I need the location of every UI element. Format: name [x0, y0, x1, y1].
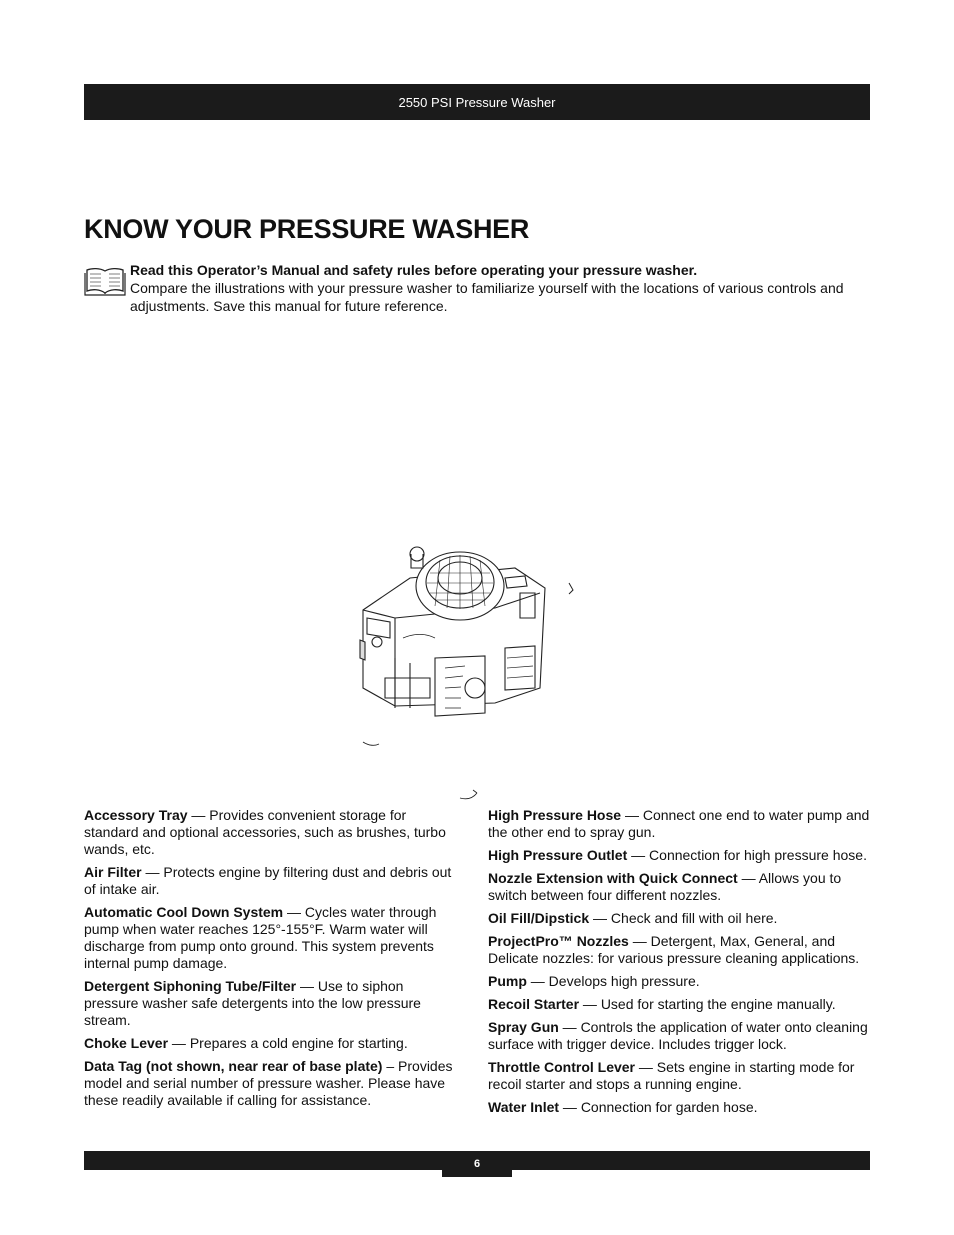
intro-warning: Read this Operator’s Manual and safety rules before operating your pressure washer.	[130, 262, 698, 278]
definition-item	[488, 807, 870, 841]
definition-item	[488, 996, 870, 1013]
definition-term: High Pressure Outlet	[488, 847, 628, 863]
definition-term: Throttle Control Lever	[488, 1059, 636, 1075]
definition-text: — Connection for high pressure hose.	[627, 847, 867, 863]
page-title: KNOW YOUR PRESSURE WASHER	[84, 214, 530, 244]
definitions-right-column	[488, 807, 870, 1122]
definition-item	[84, 864, 456, 898]
definition-term: Air Filter	[84, 864, 142, 880]
definition-term: Automatic Cool Down System	[84, 904, 284, 920]
definition-text: — Connect one end to water pump and the other end to spray gun.	[488, 807, 870, 840]
definition-text: — Sets engine in starting mode for recoil starter and stops a running engine.	[488, 1059, 855, 1092]
definition-term: ProjectPro™ Nozzles	[488, 933, 629, 949]
definition-term: Data Tag (not shown, near rear of base plate)	[84, 1058, 383, 1074]
definition-item	[488, 910, 870, 927]
page-number	[442, 1151, 512, 1177]
definition-term: Spray Gun	[488, 1019, 559, 1035]
definition-text: — Allows you to switch between four different nozzles.	[488, 870, 842, 903]
definition-item	[84, 904, 456, 972]
definition-item	[84, 978, 456, 1029]
definition-item	[488, 933, 870, 967]
definition-text: — Provides convenient storage for standard and optional accessories, such as brushes, turbo wands, etc.	[84, 807, 446, 857]
definition-item	[488, 1059, 870, 1093]
definitions-left-column	[84, 807, 456, 1115]
intro-paragraph	[130, 261, 870, 315]
intro-text: Compare the illustrations with your pressure washer to familiarize yourself with the locations of various controls and adjustments. Save this manual for future reference.	[130, 280, 844, 314]
definition-text: — Cycles water through pump when water reaches 125°-155°F. Warm water will discharge from pump onto ground. This system prevents internal pump damage.	[84, 904, 437, 971]
definition-term: Choke Lever	[84, 1035, 169, 1051]
page-number-label: 6	[473, 1158, 481, 1170]
definition-text: — Develops high pressure.	[526, 973, 700, 989]
definition-text: — Detergent, Max, General, and Delicate nozzles: for various pressure cleaning applications.	[488, 933, 860, 966]
header-bar	[84, 84, 870, 120]
definition-text: — Used for starting the engine manually.	[579, 996, 836, 1012]
definition-item	[488, 870, 870, 904]
definition-term: Accessory Tray	[84, 807, 188, 823]
definition-text: — Connection for garden hose.	[559, 1099, 758, 1115]
definition-text: – Provides model and serial number of pressure washer. Please have these readily available if calling for assistance.	[84, 1058, 453, 1108]
definition-text: — Protects engine by filtering dust and debris out of intake air.	[84, 864, 452, 897]
open-book-icon	[84, 266, 126, 296]
definition-text: — Check and fill with oil here.	[589, 910, 778, 926]
definition-term: High Pressure Hose	[488, 807, 622, 823]
definition-term: Pump	[488, 973, 527, 989]
definition-item	[84, 807, 456, 858]
definition-item	[488, 847, 870, 864]
definition-term: Detergent Siphoning Tube/Filter	[84, 978, 297, 994]
definition-text: — Controls the application of water onto cleaning surface with trigger device. Includes trigger lock.	[488, 1019, 868, 1052]
definition-item	[84, 1058, 456, 1109]
definition-term: Recoil Starter	[488, 996, 580, 1012]
definition-term: Water Inlet	[488, 1099, 560, 1115]
definition-text: — Prepares a cold engine for starting.	[168, 1035, 408, 1051]
definition-term: Nozzle Extension with Quick Connect	[488, 870, 738, 886]
header-title: 2550 PSI Pressure Washer	[398, 94, 556, 110]
definition-item	[488, 1019, 870, 1053]
definition-item	[488, 1099, 870, 1116]
definition-term: Oil Fill/Dipstick	[488, 910, 590, 926]
engine-illustration	[355, 538, 585, 808]
definition-item	[488, 973, 870, 990]
definition-text: — Use to siphon pressure washer safe detergents into the low pressure stream.	[84, 978, 421, 1028]
definition-item	[84, 1035, 456, 1052]
